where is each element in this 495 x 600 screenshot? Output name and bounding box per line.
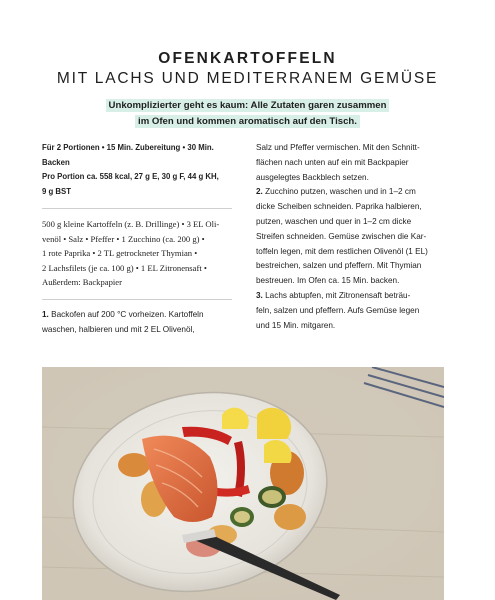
- step-text: bestreichen, salzen und pfeffern. Mit Thymian: [256, 261, 422, 271]
- potato: [274, 504, 306, 530]
- ingredients-line: venöl • Salz • Pfeffer • 1 Zucchino (ca. 200 g) •: [42, 233, 205, 244]
- recipe-subtitle: MIT LACHS UND MEDITERRANEM GEMÜSE: [56, 70, 439, 87]
- step-text: feln, salzen und pfeffern. Aufs Gemüse legen: [256, 305, 420, 315]
- intro-line: im Ofen und kommen aromatisch auf den Tisch.: [135, 115, 360, 128]
- ingredients-list: [42, 217, 232, 290]
- food-photo: [42, 367, 444, 600]
- step-text: und 15 Min. mitgaren.: [256, 320, 336, 330]
- food-illustration: [42, 367, 444, 600]
- step-text: Lachs abtupfen, mit Zitronensaft beträu-: [262, 290, 411, 300]
- intro-text: [0, 98, 495, 130]
- step-text: bestreuen. Im Ofen ca. 15 Min. backen.: [256, 276, 400, 286]
- ingredients-line: 500 g kleine Kartoffeln (z. B. Drillinge) • 3 EL Oli-: [42, 219, 220, 229]
- recipe-title: OFENKARTOFFELN: [158, 50, 337, 67]
- meta-line: Für 2 Portionen • 15 Min. Zubereitung • 30 Min.: [42, 143, 214, 152]
- step-text: Salz und Pfeffer vermischen. Mit den Schnitt-: [256, 143, 420, 152]
- divider: [42, 299, 232, 300]
- ingredients-line: 1 rote Paprika • 2 TL getrockneter Thymian •: [42, 248, 198, 259]
- step-number: 3.: [256, 290, 263, 300]
- left-column: [42, 141, 232, 338]
- meta-line: Backen: [42, 157, 70, 167]
- potato: [118, 453, 150, 477]
- meta-line: 9 g BST: [42, 186, 72, 196]
- step-1: [42, 308, 232, 338]
- step-text: waschen, halbieren und mit 2 EL Olivenöl,: [42, 324, 195, 334]
- step-text: dicke Scheiben schneiden. Paprika halbieren,: [256, 202, 422, 212]
- step-text: flächen nach unten auf ein mit Backpapier: [256, 157, 409, 167]
- step-text: ausgelegtes Backblech setzen.: [256, 172, 369, 182]
- ingredients-line: 2 Lachsfilets (je ca. 100 g) • 1 EL Zitronensaft •: [42, 262, 207, 273]
- step-number: 2.: [256, 187, 263, 197]
- divider: [42, 208, 232, 209]
- step-text: Streifen schneiden. Gemüse zwischen die Kar-: [256, 231, 427, 241]
- intro-line: Unkomplizierter geht es kaum: Alle Zutaten garen zusammen: [106, 99, 390, 112]
- right-column: [256, 141, 456, 333]
- ingredients-line: Außerdem: Backpapier: [42, 277, 122, 288]
- step-text: toffeln legen, mit dem restlichen Olivenöl (1 EL): [256, 246, 428, 256]
- step-number: 1.: [42, 309, 49, 319]
- meta-line: Pro Portion ca. 558 kcal, 27 g E, 30 g F, 44 g KH,: [42, 172, 219, 181]
- step-text: putzen, waschen und quer in 1–2 cm dicke: [256, 216, 412, 226]
- recipe-meta: [42, 141, 232, 199]
- step-text: Zucchino putzen, waschen und in 1–2 cm: [262, 187, 416, 197]
- step-text: Backofen auf 200 °C vorheizen. Kartoffeln: [48, 309, 204, 319]
